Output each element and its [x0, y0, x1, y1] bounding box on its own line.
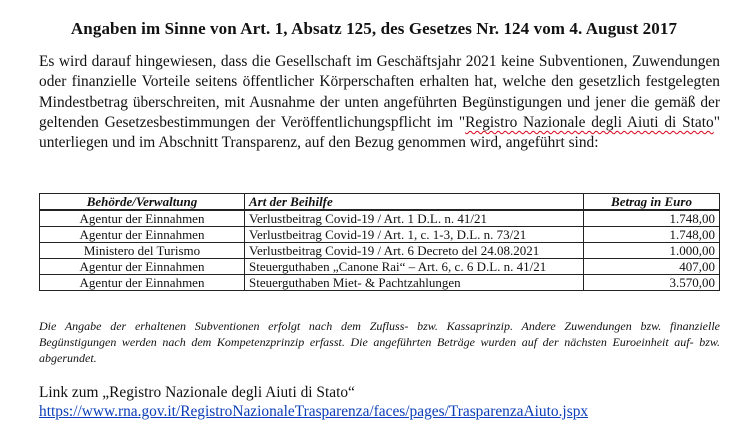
- grants-table: [39, 193, 720, 291]
- cell-authority: Agentur der Einnahmen: [40, 259, 245, 275]
- intro-paragraph: [39, 52, 720, 153]
- intro-text-part1: Es wird darauf hingewiesen, dass die Gesellschaft im Geschäftsjahr 2021 keine Subventionen, Zuwendungen oder finanzielle Vorteile seitens öffentlicher Körperschaften erhalten hat, welche den gesetzlich festgelegten Mindestbetrag überschreiten, mit Ausnahme der unten angeführten Begünstigungen und jener die gemäß der geltenden Gesetzesbestimmungen der Veröffentlichungspflicht im ": [39, 53, 720, 131]
- cell-authority: Ministero del Turismo: [40, 243, 245, 259]
- cell-aid-type: Steuerguthaben „Canone Rai“ – Art. 6, c. 6 D.L. n. 41/21: [245, 259, 584, 275]
- cell-amount: 3.570,00: [584, 275, 720, 291]
- intro-text-part2: " unterliegen und im Abschnitt Transparenz, auf den Bezug genommen wird, angeführt sind:: [39, 113, 720, 152]
- registry-link[interactable]: https://www.rna.gov.it/RegistroNazionaleTrasparenza/faces/pages/TrasparenzaAiuto.jspx: [39, 403, 589, 420]
- document-heading: Angaben im Sinne von Art. 1, Absatz 125, des Gesetzes Nr. 124 vom 4. August 2017: [70, 19, 678, 38]
- cell-aid-type: Verlustbeitrag Covid-19 / Art. 1 D.L. n. 41/21: [245, 210, 584, 227]
- cell-authority: Agentur der Einnahmen: [40, 275, 245, 291]
- cell-amount: 1.748,00: [584, 210, 720, 227]
- cell-amount: 1.000,00: [584, 243, 720, 259]
- cell-aid-type: Verlustbeitrag Covid-19 / Art. 1, c. 1-3, D.L. n. 73/21: [245, 227, 584, 243]
- cell-amount: 1.748,00: [584, 227, 720, 243]
- column-header-authority: Behörde/Verwaltung: [40, 194, 245, 211]
- table-header-row: [40, 194, 720, 211]
- column-header-aid-type: Art der Beihilfe: [245, 194, 584, 211]
- column-header-amount: Betrag in Euro: [584, 194, 720, 211]
- table-row: [40, 227, 720, 243]
- cell-authority: Agentur der Einnahmen: [40, 227, 245, 243]
- cell-aid-type: Steuerguthaben Miet- & Pachtzahlungen: [245, 275, 584, 291]
- footnote: Die Angabe der erhaltenen Subventionen erfolgt nach dem Zufluss- bzw. Kassaprinzip. Andere Zuwendungen bzw. finanzielle Begünstigungen werden nach dem Kompetenzprinzip erfasst. Die angeführten Beträge wurden auf der nächsten Euroeinheit auf- bzw. abgerundet.: [39, 319, 720, 365]
- table-row: [40, 210, 720, 227]
- cell-amount: 407,00: [584, 259, 720, 275]
- table-row: [40, 243, 720, 259]
- cell-aid-type: Verlustbeitrag Covid-19 / Art. 6 Decreto del 24.08.2021: [245, 243, 584, 259]
- table-row: [40, 259, 720, 275]
- cell-authority: Agentur der Einnahmen: [40, 210, 245, 227]
- table-row: [40, 275, 720, 291]
- registry-link-label: Link zum „Registro Nazionale degli Aiuti di Stato“: [39, 384, 355, 401]
- registry-name: Registro Nazionale degli Aiuti di Stato: [465, 113, 714, 131]
